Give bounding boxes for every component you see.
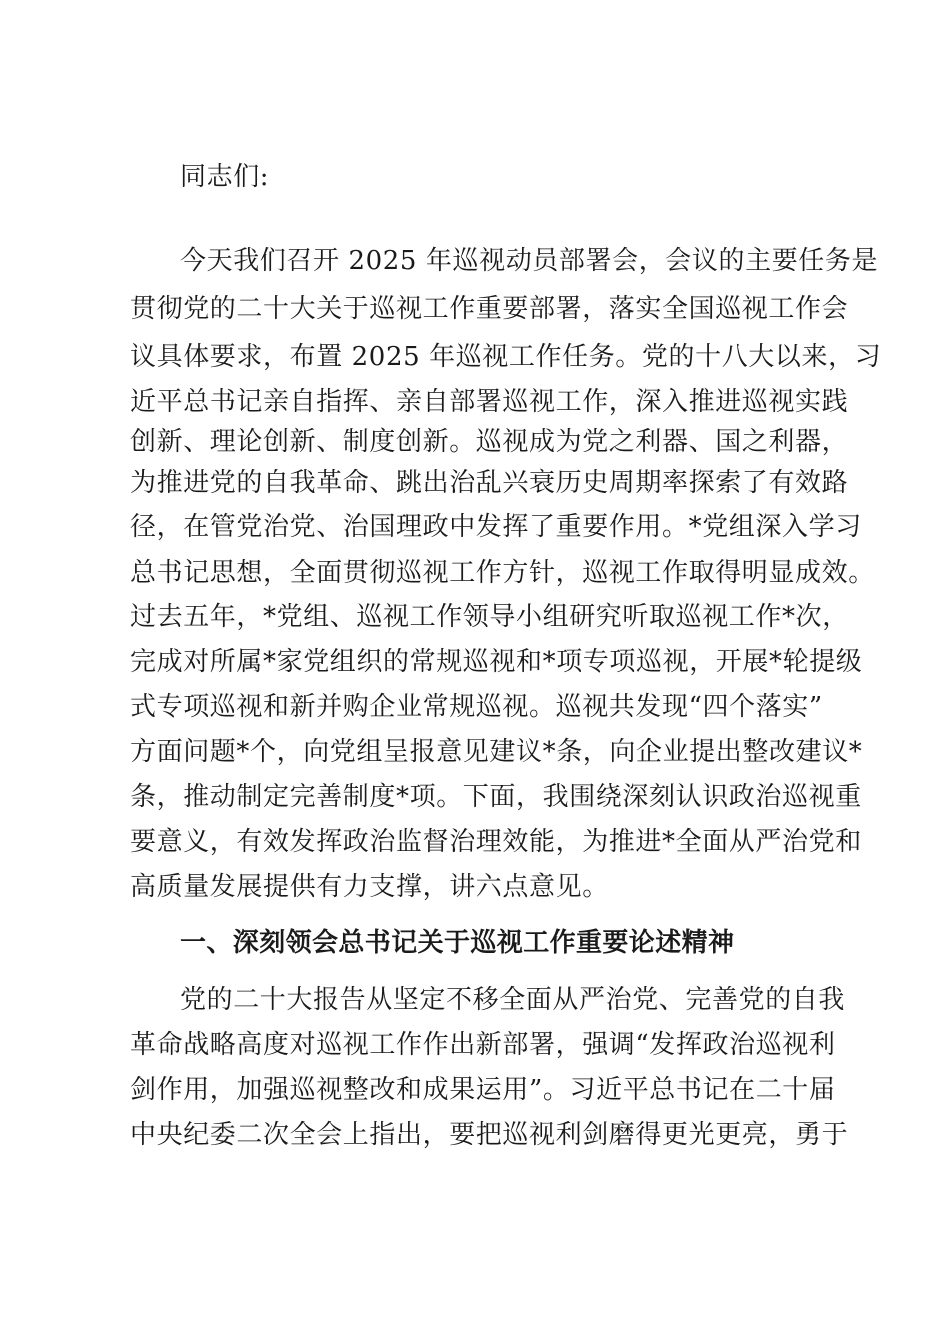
paragraph-line: 方面问题*个，向党组呈报意见建议*条，向企业提出整改建议* (130, 737, 863, 767)
paragraph-line: 高质量发展提供有力支撑，讲六点意见。 (130, 872, 609, 902)
paragraph-line: 完成对所属*家党组织的常规巡视和*项专项巡视，开展*轮提级 (130, 647, 863, 677)
paragraph-line: 径，在管党治党、治国理政中发挥了重要作用。*党组深入学习 (130, 512, 862, 542)
paragraph-line: 式专项巡视和新并购企业常规巡视。巡视共发现“四个落实” (130, 692, 823, 722)
paragraph-line: 创新、理论创新、制度创新。巡视成为党之利器、国之利器， (130, 427, 849, 457)
paragraph-line: 党的二十大报告从坚定不移全面从严治党、完善党的自我 (180, 985, 846, 1015)
paragraph-line: 中央纪委二次全会上指出，要把巡视利剑磨得更光更亮，勇于 (130, 1120, 849, 1150)
paragraph-line: 为推进党的自我革命、跳出治乱兴衰历史周期率探索了有效路 (130, 468, 849, 498)
paragraph-line: 近平总书记亲自指挥、亲自部署巡视工作，深入推进巡视实践 (130, 387, 849, 417)
paragraph-line: 今天我们召开 2025 年巡视动员部署会，会议的主要任务是 (180, 246, 879, 276)
paragraph-line: 过去五年，*党组、巡视工作领导小组研究听取巡视工作*次， (130, 602, 849, 632)
paragraph-line: 要意义，有效发挥政治监督治理效能，为推进*全面从严治党和 (130, 827, 862, 857)
paragraph-line: 贯彻党的二十大关于巡视工作重要部署，落实全国巡视工作会 (130, 294, 849, 324)
paragraph-line: 总书记思想，全面贯彻巡视工作方针，巡视工作取得明显成效。 (130, 558, 875, 588)
paragraph-line: 条，推动制定完善制度*项。下面，我围绕深刻认识政治巡视重 (130, 782, 862, 812)
salutation: 同志们: (180, 162, 270, 192)
paragraph-line: 议具体要求，布置 2025 年巡视工作任务。党的十八大以来，习 (130, 342, 882, 372)
paragraph-line: 革命战略高度对巡视工作作出新部署，强调“发挥政治巡视利 (130, 1030, 836, 1060)
section-heading: 一、深刻领会总书记关于巡视工作重要论述精神 (180, 928, 735, 958)
paragraph-line: 剑作用，加强巡视整改和成果运用”。习近平总书记在二十届 (130, 1075, 836, 1105)
